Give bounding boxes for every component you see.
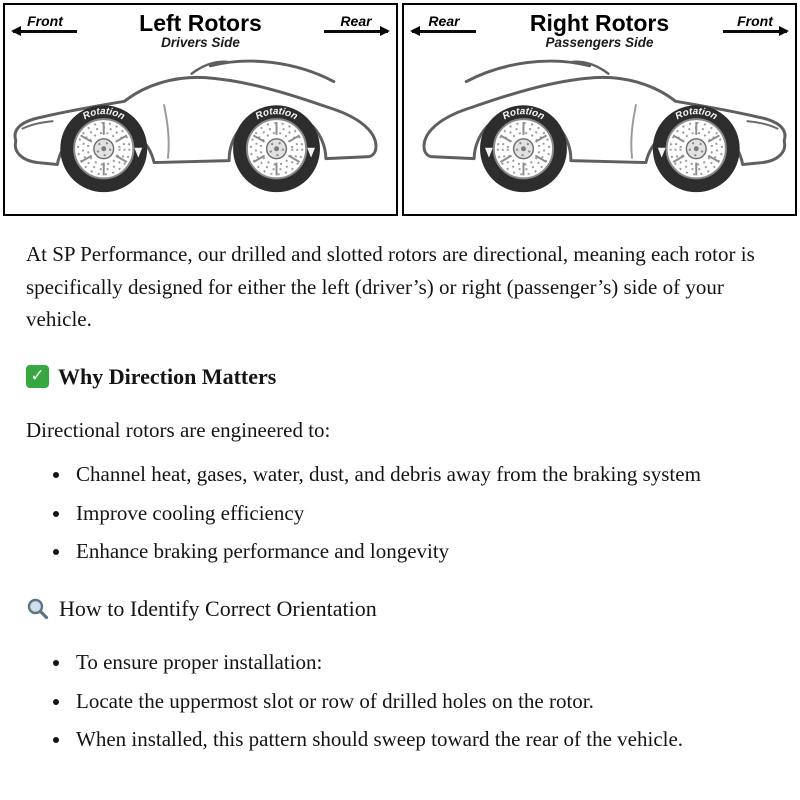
intro-paragraph: At SP Performance, our drilled and slotted rotors are directional, meaning each rotor is specifically designed for either the left (driver’s) or right (passenger’s) side of your vehicle.: [26, 242, 755, 332]
left-panel-titles: [77, 11, 324, 50]
right-arrow-icon: [723, 30, 787, 33]
rotation-label: Rotation: [81, 106, 127, 123]
how-bullet-list: [42, 646, 742, 756]
car-body-left: [15, 61, 376, 192]
right-panel-titles: [476, 11, 723, 50]
bullet-item: • When installed, this pattern should sweep toward the rear of the vehicle.: [72, 723, 742, 756]
why-bullet-list: [42, 458, 742, 568]
right-rotors-panel: [402, 3, 797, 216]
bullet-item: • Improve cooling efficiency: [72, 497, 742, 530]
magnifier-icon: [26, 597, 50, 621]
rear-arrow-label: Rear: [340, 13, 372, 29]
section-heading-text: Why Direction Matters: [58, 363, 277, 389]
why-lead-text: Directional rotors are engineered to:: [26, 417, 331, 442]
front-direction-arrow: [723, 13, 787, 33]
bullet-item: • Channel heat, gases, water, dust, and debris away from the braking system: [72, 458, 742, 491]
front-arrow-label: Front: [27, 13, 63, 29]
check-mark-icon: [26, 365, 49, 388]
right-arrow-icon: [324, 30, 388, 33]
bullet-item: • Enhance braking performance and longevity: [72, 535, 742, 568]
left-arrow-icon: [13, 30, 77, 33]
bullet-item: • Locate the uppermost slot or row of drilled holes on the rotor.: [72, 685, 742, 718]
rear-direction-arrow: [324, 13, 388, 33]
front-arrow-label: Front: [737, 13, 773, 29]
panel-subtitle: Passengers Side: [545, 35, 654, 51]
front-direction-arrow: [13, 13, 77, 33]
rotor-diagram-strip: [0, 0, 800, 216]
section-heading-text: How to Identify Correct Orientation: [59, 595, 377, 621]
panel-title: Right Rotors: [529, 10, 670, 36]
rotation-label: Rotation: [500, 106, 547, 123]
rotation-label: Rotation: [673, 106, 720, 123]
panel-subtitle: Drivers Side: [161, 35, 240, 51]
right-car-illustration: [404, 50, 795, 206]
right-panel-header: [404, 5, 795, 50]
left-arrow-icon: [412, 30, 476, 33]
panel-title: Left Rotors: [139, 10, 262, 36]
left-panel-header: [5, 5, 396, 50]
article-body: [0, 216, 800, 756]
bullet-item: • To ensure proper installation:: [72, 646, 742, 679]
rear-arrow-label: Rear: [428, 13, 460, 29]
car-body-right: [424, 61, 785, 192]
how-identify-heading-row: [26, 592, 774, 626]
rotation-label: Rotation: [253, 106, 300, 123]
rear-direction-arrow: [412, 13, 476, 33]
left-rotors-panel: [3, 3, 398, 216]
left-car-illustration: [5, 50, 396, 206]
why-direction-heading-row: [26, 360, 774, 394]
